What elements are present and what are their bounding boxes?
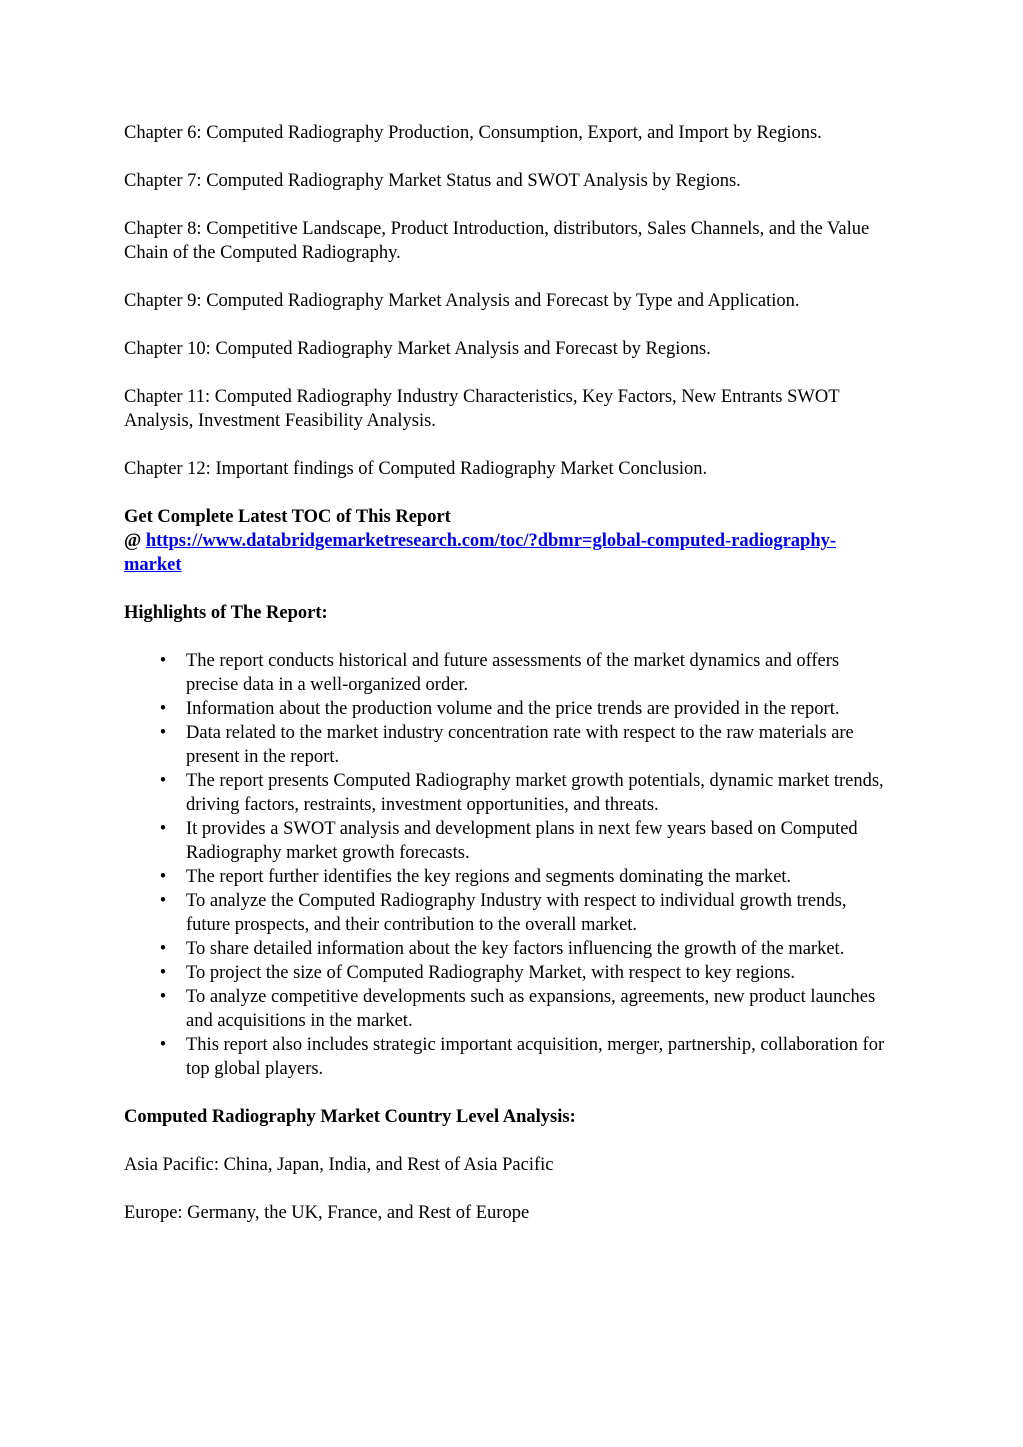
list-item-text: The report further identifies the key regions and segments dominating the market. (186, 867, 792, 887)
list-item-text: Information about the production volume and the price trends are provided in the report. (186, 699, 840, 719)
bullet-icon: • (159, 1035, 167, 1055)
region-europe: Europe: Germany, the UK, France, and Rest of Europe (124, 1203, 530, 1223)
bullet-icon: • (159, 891, 167, 911)
list-item-text: To analyze the Computed Radiography Industry with respect to individual growth trends, future prospects, and their contribution to the overall market. (186, 891, 847, 935)
chapter-8: Chapter 8: Competitive Landscape, Product Introduction, distributors, Sales Channels, and the Value Chain of the Computed Radiography. (124, 219, 870, 263)
list-item-text: To analyze competitive developments such as expansions, agreements, new product launches and acquisitions in the market. (186, 987, 876, 1031)
list-item (124, 817, 889, 865)
at-symbol: @ (124, 531, 146, 551)
list-item-text: To project the size of Computed Radiography Market, with respect to key regions. (186, 963, 796, 983)
document-page (124, 121, 889, 1249)
bullet-icon: • (159, 819, 167, 839)
list-item-text: The report conducts historical and future assessments of the market dynamics and offers precise data in a well-organized order. (186, 651, 840, 695)
bullet-icon: • (159, 939, 167, 959)
list-item-text: The report presents Computed Radiography market growth potentials, dynamic market trends, driving factors, restraints, investment opportunities, and threats. (186, 771, 884, 815)
list-item (124, 649, 889, 697)
highlights-heading: Highlights of The Report: (124, 603, 328, 623)
chapter-11: Chapter 11: Computed Radiography Industry Characteristics, Key Factors, New Entrants SWOT Analysis, Investment Feasibility Analysis. (124, 387, 840, 431)
toc-section (124, 505, 889, 577)
list-item (124, 985, 889, 1033)
list-item-text: Data related to the market industry concentration rate with respect to the raw materials are present in the report. (186, 723, 854, 767)
list-item (124, 1033, 889, 1081)
region-asia-pacific: Asia Pacific: China, Japan, India, and Rest of Asia Pacific (124, 1155, 554, 1175)
chapter-6: Chapter 6: Computed Radiography Production, Consumption, Export, and Import by Regions. (124, 123, 822, 143)
chapter-9: Chapter 9: Computed Radiography Market Analysis and Forecast by Type and Application. (124, 291, 800, 311)
list-item (124, 889, 889, 937)
toc-link-line (124, 529, 889, 577)
country-analysis-heading: Computed Radiography Market Country Level Analysis: (124, 1107, 576, 1127)
list-item (124, 697, 889, 721)
list-item (124, 769, 889, 817)
chapter-7: Chapter 7: Computed Radiography Market Status and SWOT Analysis by Regions. (124, 171, 741, 191)
chapter-10: Chapter 10: Computed Radiography Market Analysis and Forecast by Regions. (124, 339, 711, 359)
bullet-icon: • (159, 699, 167, 719)
bullet-icon: • (159, 651, 167, 671)
toc-link[interactable]: https://www.databridgemarketresearch.com/toc/?dbmr=global-computed-radiography-market (124, 531, 837, 575)
bullet-icon: • (159, 987, 167, 1007)
bullet-icon: • (159, 963, 167, 983)
list-item-text: It provides a SWOT analysis and development plans in next few years based on Computed Radiography market growth forecasts. (186, 819, 858, 863)
list-item-text: This report also includes strategic important acquisition, merger, partnership, collaboration for top global players. (186, 1035, 885, 1079)
bullet-icon: • (159, 771, 167, 791)
toc-heading: Get Complete Latest TOC of This Report (124, 507, 451, 527)
list-item (124, 937, 889, 961)
list-item-text: To share detailed information about the key factors influencing the growth of the market. (186, 939, 845, 959)
bullet-icon: • (159, 867, 167, 887)
list-item (124, 961, 889, 985)
list-item (124, 721, 889, 769)
highlights-list (124, 649, 889, 1081)
bullet-icon: • (159, 723, 167, 743)
chapter-12: Chapter 12: Important findings of Computed Radiography Market Conclusion. (124, 459, 708, 479)
list-item (124, 865, 889, 889)
